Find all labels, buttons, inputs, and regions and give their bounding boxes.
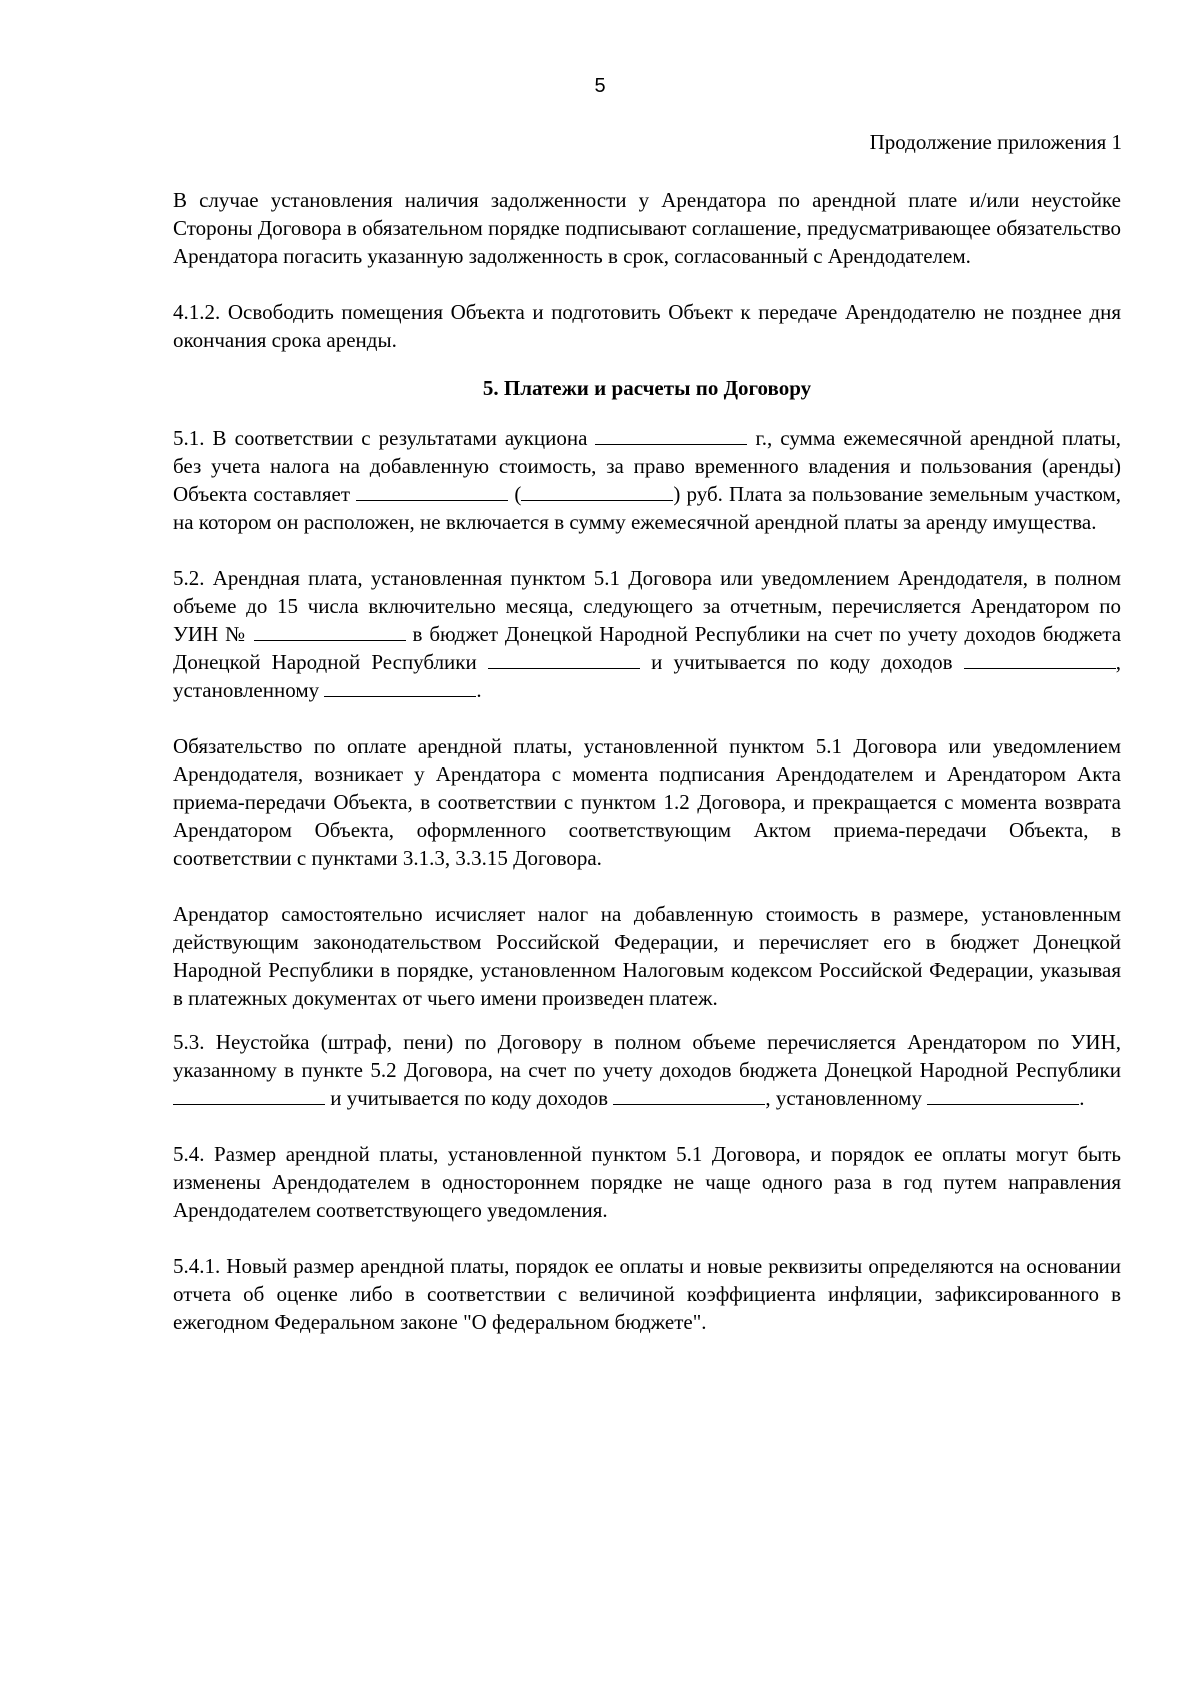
paragraph-5-3-part-e: . — [1079, 1086, 1085, 1110]
running-head: Продолжение приложения 1 — [869, 130, 1122, 154]
document-body — [173, 186, 1121, 1364]
paragraph-5-2 — [173, 564, 1121, 704]
paragraph-5-3-part-c: , — [765, 1086, 771, 1110]
uin-blank — [254, 620, 406, 641]
auction-date-blank — [595, 424, 747, 445]
paragraph-5-2-part-c: и учитывается по коду доходов — [651, 650, 953, 674]
rent-amount-words-blank — [521, 480, 673, 501]
paragraph-5-1-part-a: 5.1. В соответствии с результатами аукциона — [173, 426, 588, 450]
paragraph-5-1-part-d: ) руб. Плата за пользование земельным участком, на котором он расположен, не включается в сумму ежемесячной арендной платы за аренду имущества. — [173, 482, 1121, 534]
penalty-established-blank — [927, 1084, 1079, 1105]
paragraph-5-2-part-a: 5.2. Арендная плата, установленная пунктом 5.1 Договора или уведомлением Арендодателя, в полном объеме до 15 числа включительно месяца, следующего за отчетным, перечисляется Арендатором по УИН № — [173, 566, 1121, 646]
paragraph-5-3-part-a: 5.3. Неустойка (штраф, пени) по Договору в полном объеме перечисляется Арендатором по УИН, указанному в пункте 5.2 Договора, на счет по учету доходов бюджета Донецкой Народной Республики — [173, 1030, 1121, 1082]
paragraph-5-2-part-e: . — [476, 678, 482, 702]
paragraph-debt-agreement: В случае установления наличия задолженности у Арендатора по арендной плате и/или неустойке Стороны Договора в обязательном порядке подписывают соглашение, предусматривающее обязательство Арендатора погасить указанную задолженность в срок, согласованный с Арендодателем. — [173, 188, 1121, 268]
paragraph-5-3-part-b: и учитывается по коду доходов — [330, 1086, 609, 1110]
penalty-account-blank — [173, 1084, 325, 1105]
paragraph-5-4: 5.4. Размер арендной платы, установленной пунктом 5.1 Договора, и порядок ее оплаты могут быть изменены Арендодателем в одностороннем порядке не чаще одного раза в год путем направления Арендодателем соответствующего уведомления. — [173, 1142, 1121, 1222]
paragraph-5-3 — [173, 1028, 1121, 1112]
paragraph-4-1-2: 4.1.2. Освободить помещения Объекта и подготовить Объект к передаче Арендодателю не позднее дня окончания срока аренды. — [173, 300, 1121, 352]
paragraph-5-2-part-b: в бюджет Донецкой Народной Республики на счет по учету доходов бюджета Донецкой Народной Республики — [173, 622, 1122, 674]
income-code-blank — [964, 648, 1116, 669]
rent-amount-blank — [356, 480, 508, 501]
paragraph-5-1 — [173, 424, 1121, 536]
paragraph-5-1-part-c: ( — [514, 482, 522, 506]
section-title: 5. Платежи и расчеты по Договору — [482, 376, 812, 400]
established-by-blank — [324, 676, 476, 697]
paragraph-vat: Арендатор самостоятельно исчисляет налог на добавленную стоимость в размере, установленным действующим законодательством Российской Федерации, и перечисляет его в бюджет Донецкой Народной Республики в порядке, установленном Налоговым кодексом Российской Федерации, указывая в платежных документах от чьего имени произведен платеж. — [173, 902, 1121, 1010]
page-number: 5 — [594, 75, 606, 97]
penalty-income-code-blank — [613, 1084, 765, 1105]
paragraph-5-1-part-b: г., сумма ежемесячной арендной платы, без учета налога на добавленную стоимость, за право временного владения и пользования (аренды) Объекта составляет — [173, 426, 1122, 506]
paragraph-5-2-part-d: , установленному — [173, 650, 1122, 702]
paragraph-obligation: Обязательство по оплате арендной платы, установленной пунктом 5.1 Договора или уведомлением Арендодателя, возникает у Арендатора с момента подписания Арендодателем и Арендатором Акта приема-передачи Объекта, в соответствии с пунктом 1.2 Договора, и прекращается с момента возврата Арендатором Объекта, оформленного соответствующим Актом приема-передачи Объекта, в соответствии с пунктами 3.1.3, 3.3.15 Договора. — [173, 734, 1121, 870]
paragraph-5-3-part-d: установленному — [775, 1086, 922, 1110]
paragraph-5-4-1: 5.4.1. Новый размер арендной платы, порядок ее оплаты и новые реквизиты определяются на основании отчета об оценке либо в соответствии с величиной коэффициента инфляции, зафиксированного в ежегодном Федеральном законе "О федеральном бюджете". — [173, 1254, 1121, 1334]
account-blank — [488, 648, 640, 669]
